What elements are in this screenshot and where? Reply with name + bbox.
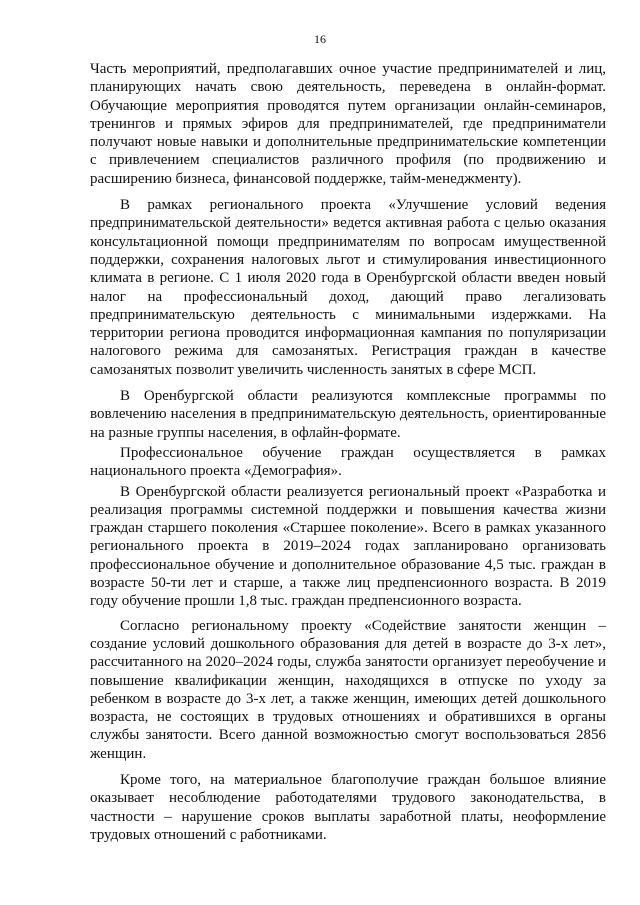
document-body (90, 60, 606, 844)
paragraph-regional-project-business: В рамках регионального проекта «Улучшение условий ведения предпринимательской деятельности» ведется активная работа с целью оказания консультационной помощи предпринимателям по вопросам имущественной поддержки, сохранения налоговых льгот и стимулирования инвестиционного климата в регионе. С 1 июля 2020 года в Оренбургской области введен новый налог на профессиональный доход, дающий право легализовать предпринимательскую деятельность с минимальными издержками. На территории региона проводится информационная кампания по популяризации налогового режима для самозанятых. Регистрация граждан в качестве самозанятых позволит увеличить численность занятых в сфере МСП. (90, 197, 606, 378)
paragraph-women-employment: Согласно региональному проекту «Содействие занятости женщин – создание условий дошкольного образования для детей в возрасте до 3-х лет», рассчитанного на 2020–2024 годы, служба занятости организует переобучение и повышение квалификации женщин, находящихся в отпуске по уходу за ребенком в возрасте до 3-х лет, а также женщин, имеющих детей дошкольного возраста, не состоящих в трудовых отношениях и обратившихся в органы службы занятости. Всего данной возможностью смогут воспользоваться 2856 женщин. (90, 617, 606, 762)
paragraph-labor-law: Кроме того, на материальное благополучие граждан большое влияние оказывает несоблюдение работодателями трудового законодательства, в частности – нарушение сроков выплаты заработной платы, неоформление трудовых отношений с работниками. (90, 771, 606, 843)
paragraph-older-generation: В Оренбургской области реализуется региональный проект «Разработка и реализация программы системной поддержки и повышения качества жизни граждан старшего поколения «Старшее поколение». Всего в рамках указанного регионального проекта в 2019–2024 годах запланировано организовать профессиональное обучение и дополнительное образование 4,5 тыс. граждан в возрасте 50-ти лет и старше, а также лиц предпенсионного возраста. В 2019 году обучение прошли 1,8 тыс. граждан предпенсионного возраста. (90, 483, 606, 610)
page-number: 16 (314, 32, 326, 46)
paragraph-professional-training: Профессиональное обучение граждан осуществляется в рамках национального проекта «Демография». (90, 444, 606, 480)
paragraph-online-events: Часть мероприятий, предполагавших очное участие предпринимателей и лиц, планирующих начать свою деятельность, переведена в онлайн-формат. Обучающие мероприятия проводятся путем организации онлайн-семинаров, тренингов и прямых эфиров для предпринимателей, где предприниматели получают новые навыки и дополнительные предпринимательские компетенции с привлечением специалистов различного профиля (по продвижению и расширению бизнеса, финансовой поддержке, тайм-менеджменту). (90, 61, 606, 187)
paragraph-complex-programs: В Оренбургской области реализуются комплексные программы по вовлечению населения в предпринимательскую деятельность, ориентированные на разные группы населения, в офлайн-формате. (90, 388, 606, 441)
